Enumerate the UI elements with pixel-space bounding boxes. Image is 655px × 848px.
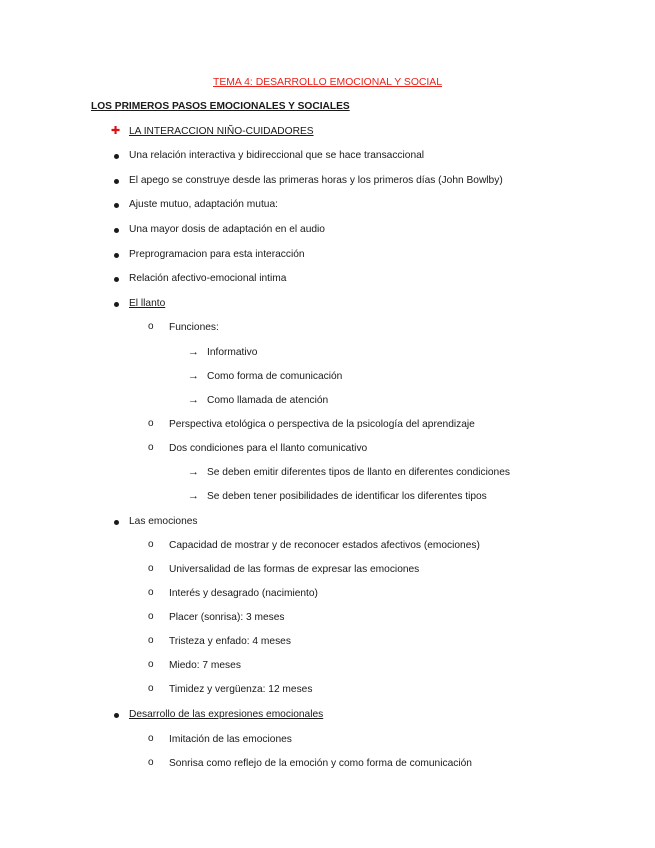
bullet-icon: [114, 154, 119, 159]
list-item: Universalidad de las formas de expresar las emociones: [169, 564, 420, 575]
list-item: Funciones:: [169, 322, 219, 333]
circle-bullet-icon: o: [148, 442, 154, 453]
arrow-right-icon: →: [188, 346, 199, 358]
list-item: Sonrisa como reflejo de la emoción y como forma de comunicación: [169, 758, 472, 769]
bullet-icon: [114, 520, 119, 525]
list-item: Dos condiciones para el llanto comunicativo: [169, 443, 368, 454]
list-item: Perspectiva etológica o perspectiva de la psicología del aprendizaje: [169, 419, 475, 430]
list-item: Relación afectivo-emocional intima: [129, 273, 287, 284]
arrow-right-icon: →: [188, 370, 199, 382]
desarrollo-heading: Desarrollo de las expresiones emocionales: [129, 709, 324, 720]
bullet-icon: [114, 713, 119, 718]
circle-bullet-icon: o: [148, 635, 154, 646]
list-item: Placer (sonrisa): 3 meses: [169, 612, 285, 623]
bullet-icon: [114, 179, 119, 184]
list-item: Una mayor dosis de adaptación en el audio: [129, 224, 325, 235]
list-item: Capacidad de mostrar y de reconocer estados afectivos (emociones): [169, 540, 480, 551]
circle-bullet-icon: o: [148, 611, 154, 622]
llanto-heading: El llanto: [129, 298, 166, 309]
arrow-right-icon: →: [188, 466, 199, 478]
bullet-icon: [114, 277, 119, 282]
subsection-heading: LA INTERACCION NIÑO-CUIDADORES: [129, 126, 314, 137]
page-title: TEMA 4: DESARROLLO EMOCIONAL Y SOCIAL: [212, 77, 443, 88]
circle-bullet-icon: o: [148, 418, 154, 429]
circle-bullet-icon: o: [148, 659, 154, 670]
circle-bullet-icon: o: [148, 587, 154, 598]
arrow-down-bullet-icon: ✚: [111, 125, 121, 137]
bullet-icon: [114, 253, 119, 258]
bullet-icon: [114, 302, 119, 307]
list-item: El apego se construye desde las primeras horas y los primeros días (John Bowlby): [129, 175, 503, 186]
circle-bullet-icon: o: [148, 733, 154, 744]
bullet-icon: [114, 203, 119, 208]
list-item: Preprogramacion para esta interacción: [129, 249, 305, 260]
circle-bullet-icon: o: [148, 757, 154, 768]
emociones-heading: Las emociones: [129, 516, 198, 527]
list-item: Como forma de comunicación: [207, 371, 343, 382]
list-item: Informativo: [207, 347, 258, 358]
list-item: Imitación de las emociones: [169, 734, 292, 745]
list-item: Miedo: 7 meses: [169, 660, 241, 671]
list-item: Como llamada de atención: [207, 395, 329, 406]
list-item: Interés y desagrado (nacimiento): [169, 588, 318, 599]
list-item: Timidez y vergüenza: 12 meses: [169, 684, 313, 695]
list-item: Tristeza y enfado: 4 meses: [169, 636, 291, 647]
circle-bullet-icon: o: [148, 321, 154, 332]
arrow-right-icon: →: [188, 394, 199, 406]
circle-bullet-icon: o: [148, 539, 154, 550]
bullet-icon: [114, 228, 119, 233]
arrow-right-icon: →: [188, 490, 199, 502]
circle-bullet-icon: o: [148, 563, 154, 574]
list-item: Se deben emitir diferentes tipos de llanto en diferentes condiciones: [207, 467, 510, 478]
circle-bullet-icon: o: [148, 683, 154, 694]
section-heading: LOS PRIMEROS PASOS EMOCIONALES Y SOCIALES: [91, 101, 350, 112]
list-item: Una relación interactiva y bidireccional que se hace transaccional: [129, 150, 425, 161]
list-item: Ajuste mutuo, adaptación mutua:: [129, 199, 278, 210]
list-item: Se deben tener posibilidades de identificar los diferentes tipos: [207, 491, 487, 502]
